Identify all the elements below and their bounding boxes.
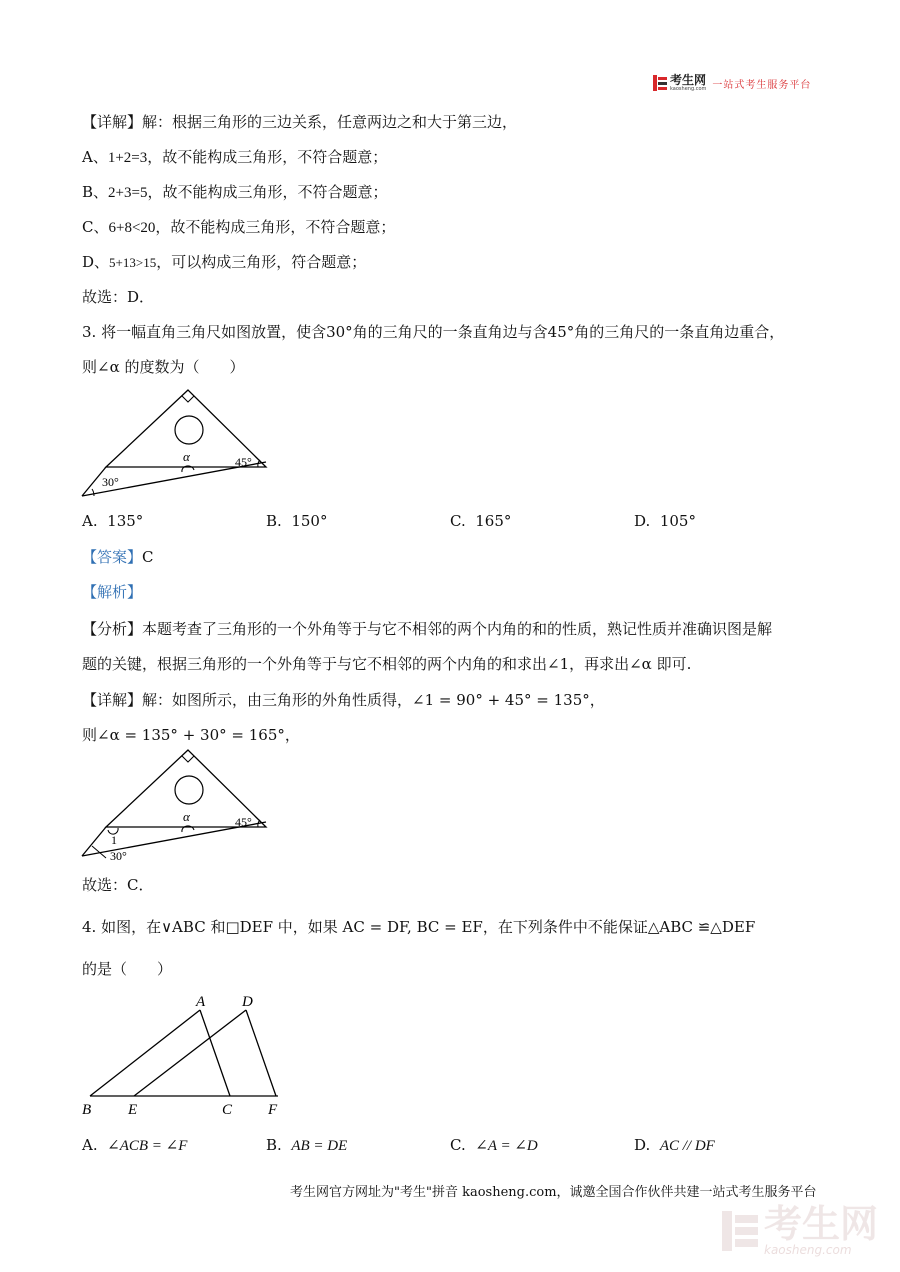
watermark-url: kaosheng.com [764, 1243, 852, 1257]
angle-30-label: 30° [102, 475, 119, 489]
side-de [134, 1010, 246, 1096]
logo-icon [653, 75, 667, 91]
q3-figure-triangles [78, 388, 278, 500]
q3-fenxi-line1: 【分析】本题考查了三角形的一个外角等于与它不相邻的两个内角的和的性质，熟记性质并准确识图是解 [82, 620, 773, 638]
watermark [722, 1202, 879, 1257]
q2-detail-intro: 【详解】解：根据三角形的三边关系，任意两边之和大于第三边， [82, 113, 518, 131]
q3-stem-line1: 3. 将一幅直角三角尺如图放置，使含30°角的三角尺的一条直角边与含45°角的三角尺的一条直角边重合， [82, 323, 785, 341]
q3-analysis-tag: 【解析】 [82, 583, 143, 601]
logo-url: kaosheng.com [670, 86, 707, 92]
hole-circle [175, 416, 203, 444]
q4-option-a[interactable]: A. ∠ACB = ∠F [82, 1136, 188, 1154]
q4-option-d[interactable]: D. AC // DF [634, 1136, 715, 1154]
q2-option-c-explanation: C、6+8<20，故不能构成三角形，不符合题意； [82, 218, 396, 236]
q3-option-c[interactable]: C. 165° [450, 512, 512, 530]
alpha-label: α [183, 809, 190, 824]
q3-fenxi-line2: 题的关键，根据三角形的一个外角等于与它不相邻的两个内角的和求出∠1，再求出∠α 即可. [82, 655, 692, 673]
logo-slogan: 一站式考生服务平台 [712, 79, 812, 91]
q4-stem-line1: 4. 如图，在∨ABC 和□DEF 中，如果 AC = DF, BC = EF，在下列条件中不能保证△ABC ≌△DEF [82, 918, 756, 936]
q3-detail-line1: 【详解】解：如图所示，由三角形的外角性质得，∠1 = 90° + 45° = 135°， [82, 691, 605, 709]
answer-tag: 【答案】 [82, 548, 143, 566]
q2-choice: 故选：D． [82, 288, 155, 306]
side-ab [90, 1010, 200, 1096]
q3-choice: 故选：C． [82, 876, 154, 894]
q3-option-a[interactable]: A. 135° [82, 512, 144, 530]
side-df [246, 1010, 276, 1096]
point-d-label: D [242, 994, 253, 1010]
watermark-name: 考生网 [764, 1202, 879, 1246]
q3-answer: 【答案】C [82, 548, 154, 566]
point-e-label: E [128, 1102, 138, 1118]
footer-text: 考生网官方网址为"考生"拼音 kaosheng.com，诚邀全国合作伙伴共建一站式考生服务平台 [290, 1185, 817, 1200]
q3-stem-line2: 则∠α 的度数为（ ） [82, 358, 245, 376]
point-a-label: A [196, 994, 206, 1010]
q4-option-c[interactable]: C. ∠A = ∠D [450, 1136, 538, 1154]
angle-1-label: 1 [111, 833, 117, 847]
angle-45-label: 45° [235, 815, 252, 829]
q2-option-d-explanation: D、5+13>15，可以构成三角形，符合题意； [82, 253, 367, 271]
q2-option-b-explanation: B、2+3=5，故不能构成三角形，不符合题意； [82, 183, 388, 201]
angle-30-label: 30° [110, 849, 127, 863]
logo-name: 考生网 [670, 73, 707, 87]
q4-option-b[interactable]: B. AB = DE [266, 1136, 348, 1154]
q2-option-a-explanation: A、1+2=3，故不能构成三角形，不符合题意； [82, 148, 388, 166]
point-c-label: C [222, 1102, 233, 1118]
q4-figure-triangles [78, 992, 298, 1118]
q4-stem-line2: 的是（ ） [82, 960, 173, 978]
angle-45-label: 45° [235, 455, 252, 469]
side-ac [200, 1010, 230, 1096]
q3-option-b[interactable]: B. 150° [266, 512, 328, 530]
watermark-logo-icon [722, 1211, 758, 1251]
point-b-label: B [82, 1102, 92, 1118]
alpha-label: α [183, 449, 190, 464]
detail-tag: 【详解】 [82, 113, 143, 131]
q3-figure-triangles-annotated [78, 748, 278, 866]
header-logo[interactable] [653, 74, 811, 92]
q3-option-d[interactable]: D. 105° [634, 512, 696, 530]
right-angle-mark [182, 396, 194, 402]
point-f-label: F [268, 1102, 278, 1118]
q3-detail-line2: 则∠α = 135° + 30° = 165°， [82, 726, 300, 744]
